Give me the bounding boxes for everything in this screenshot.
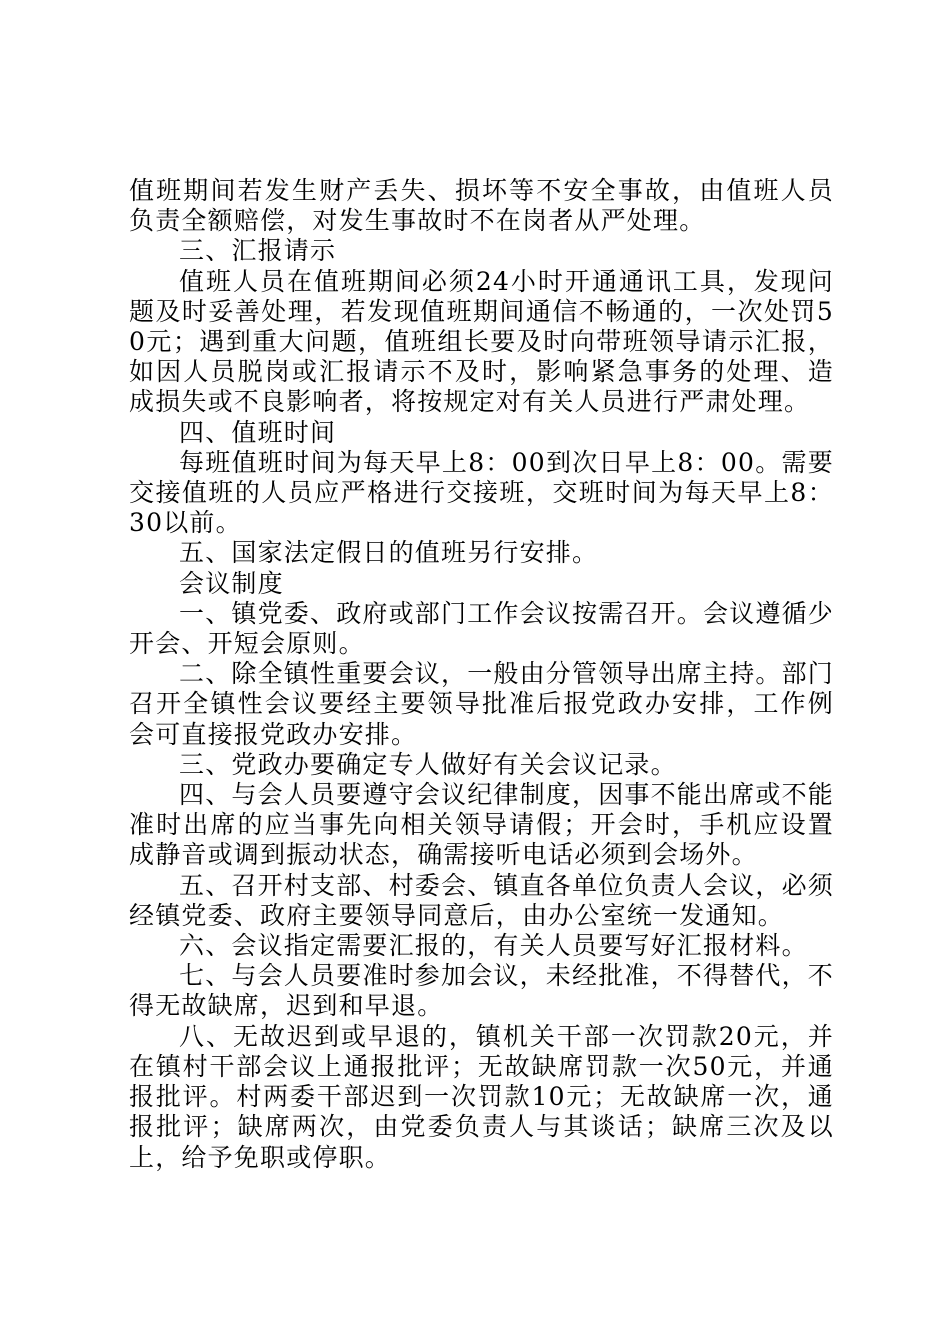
paragraph-holiday-duty: 五、国家法定假日的值班另行安排。: [179, 538, 599, 568]
paragraph-meeting-rule-5: 五、召开村支部、村委会、镇直各单位负责人会议，必须经镇党委、政府主要领导同意后，由办公室统一发通知。: [129, 870, 835, 930]
paragraph-accident-liability: 值班期间若发生财产丢失、损坏等不安全事故，由值班人员负责全额赔偿，对发生事故时不在岗者从严处理。: [129, 176, 834, 236]
document-body: [129, 176, 834, 1173]
heading-duty-time: 四、值班时间: [179, 417, 337, 447]
paragraph-meeting-rule-1: 一、镇党委、政府或部门工作会议按需召开。会议遵循少开会、开短会原则。: [129, 598, 835, 659]
paragraph-meeting-rule-6: 六、会议指定需要汇报的，有关人员要写好汇报材料。: [179, 931, 808, 961]
paragraph-duty-time: 每班值班时间为每天早上8：00到次日早上8：00。需要交接值班的人员应严格进行交接班，交班时间为每天早上8：30以前。: [129, 447, 834, 538]
paragraph-meeting-rule-8: 八、无故迟到或早退的，镇机关干部一次罚款20元，并在镇村干部会议上通报批评；无故缺席罚款一次50元，并通报批评。村两委干部迟到一次罚款10元；无故缺席一次，通报批评；缺席两次，由党委负责人与其谈话；缺席三次及以上，给予免职或停职。: [129, 1021, 834, 1172]
paragraph-report-request: 值班人员在值班期间必须24小时开通通讯工具，发现问题及时妥善处理，若发现值班期间通信不畅通的，一次处罚50元；遇到重大问题，值班组长要及时向带班领导请示汇报，如因人员脱岗或汇报请示不及时，影响紧急事务的处理、造成损失或不良影响者，将按规定对有关人员进行严肃处理。: [129, 266, 834, 417]
paragraph-meeting-rule-2: 二、除全镇性重要会议，一般由分管领导出席主持。部门召开全镇性会议要经主要领导批准后报党政办安排，工作例会可直接报党政办安排。: [129, 659, 835, 749]
paragraph-meeting-rule-3: 三、党政办要确定专人做好有关会议记录。: [179, 749, 677, 779]
paragraph-meeting-rule-7: 七、与会人员要准时参加会议，未经批准，不得替代，不得无故缺席，迟到和早退。: [129, 961, 835, 1021]
heading-meeting-system: 会议制度: [179, 568, 284, 598]
heading-report-request: 三、汇报请示: [179, 236, 337, 266]
paragraph-meeting-rule-4: 四、与会人员要遵守会议纪律制度，因事不能出席或不能准时出席的应当事先向相关领导请假；开会时，手机应设置成静音或调到振动状态，确需接听电话必须到会场外。: [129, 780, 835, 870]
